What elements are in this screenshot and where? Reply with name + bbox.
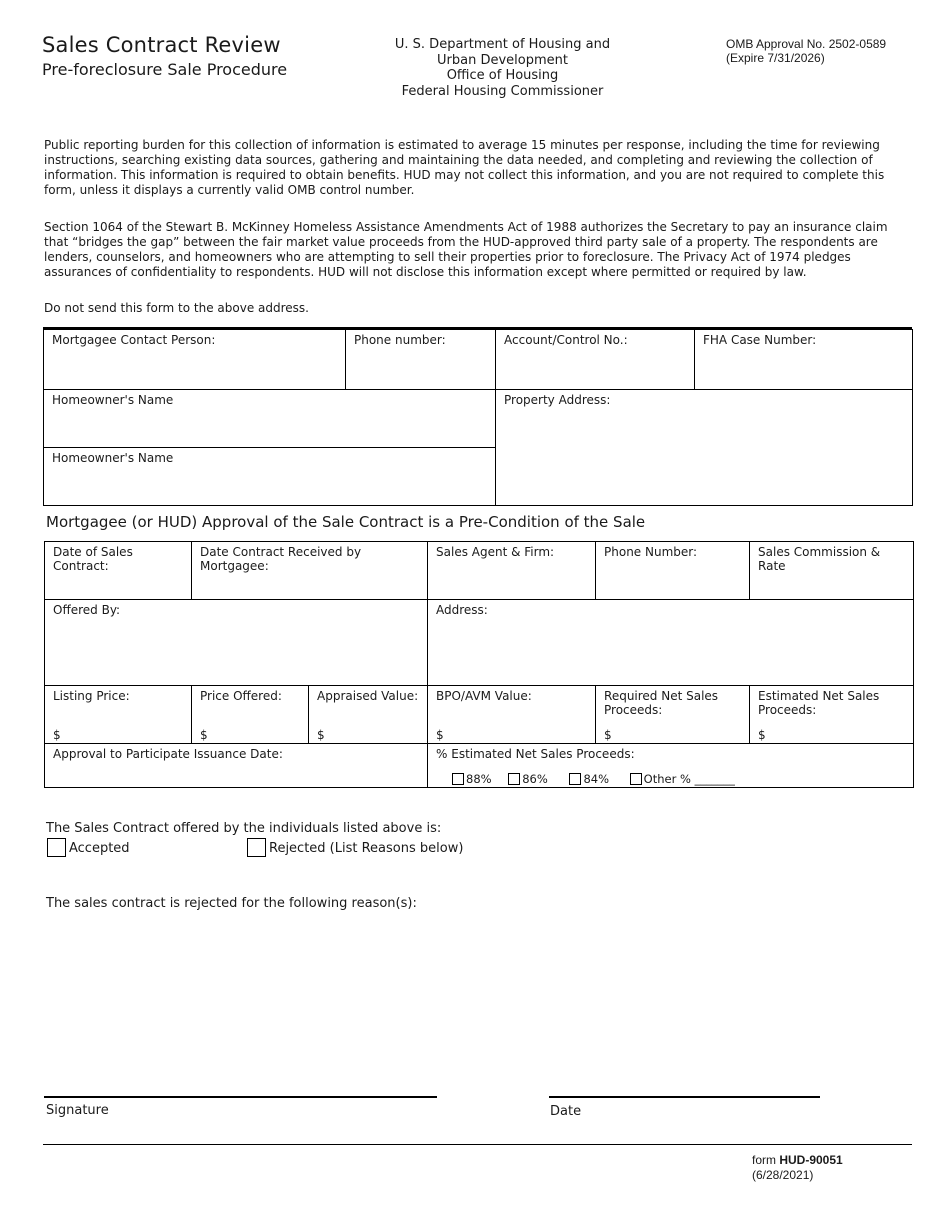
offered-by-label: Offered By: — [53, 603, 121, 617]
checkbox-84[interactable] — [569, 773, 581, 785]
homeowner-name-1-label: Homeowner's Name — [52, 393, 174, 407]
dollar-sign: $ — [436, 728, 444, 742]
date-line[interactable] — [549, 1096, 820, 1098]
account-control-label: Account/Control No.: — [504, 333, 628, 347]
bpo-avm-value-label: BPO/AVM Value: — [436, 689, 532, 703]
fha-case-label: FHA Case Number: — [703, 333, 817, 347]
property-address-field[interactable] — [496, 390, 913, 506]
date-received-label: Date Contract Received by Mortgagee: — [200, 545, 362, 573]
bpo-avm-value-field[interactable] — [428, 686, 596, 744]
option-86[interactable] — [508, 772, 548, 786]
fha-case-field[interactable] — [695, 330, 913, 390]
footer-rule — [43, 1144, 912, 1145]
accepted-label: Accepted — [69, 841, 130, 856]
burden-paragraph: Public reporting burden for this collection of information is estimated to average 15 minutes per response, including the time for reviewing instructions, searching existing data sources, gathering and maintaining the data needed, and completing and reviewing the collection of information. This information is required to obtain benefits. HUD may not collect this information, and you are not required to complete this form, unless it displays a currently valid OMB control number. — [44, 138, 885, 197]
mortgagee-contact-field[interactable] — [44, 330, 346, 390]
offered-by-field[interactable] — [45, 600, 428, 686]
signature-label: Signature — [46, 1103, 109, 1118]
section-1064-paragraph: Section 1064 of the Stewart B. McKinney Homeless Assistance Amendments Act of 1988 authorizes the Secretary to pay an insurance claim that “bridges the gap” between the fair market value proceeds from the HUD-approved third party sale of a property. The respondents are lenders, counselors, and homeowners who are attempting to sell their properties prior to foreclosure. The Privacy Act of 1974 pledges assurances of confidentiality to respondents. HUD will not disclose this information except where permitted or required by law. — [44, 220, 888, 279]
option-other-label: Other % _______ — [643, 772, 735, 786]
appraised-value-label: Appraised Value: — [317, 689, 419, 703]
contact-table — [43, 329, 913, 506]
offered-by-address-field[interactable] — [428, 600, 914, 686]
approval-issuance-date-field[interactable] — [45, 744, 428, 788]
form-footer — [752, 1153, 843, 1183]
phone-number-label: Phone number: — [354, 333, 446, 347]
required-net-proceeds-label: Required Net Sales Proceeds: — [604, 689, 719, 717]
signature-line[interactable] — [44, 1096, 437, 1098]
date-of-sales-contract-label: Date of Sales Contract: — [53, 545, 133, 573]
agency-block — [385, 37, 620, 99]
option-88-label: 88% — [466, 772, 492, 786]
property-address-label: Property Address: — [504, 393, 611, 407]
form-prefix: form — [752, 1153, 776, 1167]
form-title: Sales Contract Review — [42, 33, 281, 57]
price-offered-label: Price Offered: — [200, 689, 282, 703]
approval-issuance-date-label: Approval to Participate Issuance Date: — [53, 747, 283, 761]
estimated-net-proceeds-label: Estimated Net Sales Proceeds: — [758, 689, 880, 717]
do-not-send-note: Do not send this form to the above address. — [44, 301, 309, 315]
dollar-sign: $ — [200, 728, 208, 742]
pct-options — [452, 772, 735, 786]
date-label: Date — [550, 1104, 582, 1119]
accepted-checkbox[interactable] — [47, 838, 66, 857]
rejection-reasons-label: The sales contract is rejected for the following reason(s): — [46, 896, 417, 911]
estimated-net-proceeds-field[interactable] — [750, 686, 914, 744]
rejected-label: Rejected (List Reasons below) — [269, 841, 464, 856]
rejected-option[interactable] — [247, 838, 463, 857]
approval-section-heading: Mortgagee (or HUD) Approval of the Sale Contract is a Pre-Condition of the Sale — [46, 513, 646, 531]
pct-estimated-net-label: % Estimated Net Sales Proceeds: — [436, 747, 635, 761]
sales-agent-label: Sales Agent & Firm: — [436, 545, 555, 559]
agency-line-3: Office of Housing — [446, 68, 559, 83]
pct-estimated-net-field — [428, 744, 914, 788]
checkbox-other[interactable] — [630, 773, 642, 785]
mortgagee-contact-label: Mortgagee Contact Person: — [52, 333, 216, 347]
price-offered-field[interactable] — [192, 686, 309, 744]
phone-number-field[interactable] — [346, 330, 496, 390]
dollar-sign: $ — [53, 728, 61, 742]
date-of-sales-contract-field[interactable] — [45, 542, 192, 600]
agency-line-2: Urban Development — [437, 52, 568, 68]
sales-agent-field[interactable] — [428, 542, 596, 600]
omb-expire: (Expire 7/31/2026) — [726, 51, 825, 65]
agency-line-1: U. S. Department of Housing and — [394, 37, 611, 52]
form-subtitle: Pre-foreclosure Sale Procedure — [42, 60, 288, 79]
omb-block — [726, 37, 886, 65]
form-number-line — [752, 1153, 843, 1168]
required-net-proceeds-field[interactable] — [596, 686, 750, 744]
listing-price-field[interactable] — [45, 686, 192, 744]
dollar-sign: $ — [758, 728, 766, 742]
form-number: HUD-90051 — [779, 1153, 843, 1167]
decision-statement: The Sales Contract offered by the individuals listed above is: — [46, 821, 442, 836]
homeowner-name-2-label: Homeowner's Name — [52, 451, 174, 465]
dollar-sign: $ — [604, 728, 612, 742]
checkbox-86[interactable] — [508, 773, 520, 785]
option-86-label: 86% — [522, 772, 548, 786]
rejected-checkbox[interactable] — [247, 838, 266, 857]
option-88[interactable] — [452, 772, 492, 786]
account-control-field[interactable] — [496, 330, 695, 390]
accepted-option[interactable] — [47, 838, 130, 857]
agent-phone-field[interactable] — [596, 542, 750, 600]
sale-table — [44, 541, 914, 788]
rejection-reasons-area[interactable] — [46, 920, 912, 1080]
sales-commission-label: Sales Commission & Rate — [758, 545, 881, 573]
form-date: (6/28/2021) — [752, 1168, 814, 1182]
omb-approval: OMB Approval No. 2502-0589 — [726, 37, 887, 51]
listing-price-label: Listing Price: — [53, 689, 130, 703]
sales-commission-field[interactable] — [750, 542, 914, 600]
appraised-value-field[interactable] — [309, 686, 428, 744]
checkbox-88[interactable] — [452, 773, 464, 785]
homeowner-name-2-field[interactable] — [44, 448, 496, 506]
option-84[interactable] — [569, 772, 609, 786]
agency-line-4: Federal Housing Commissioner — [401, 83, 604, 99]
option-84-label: 84% — [583, 772, 610, 786]
address-label: Address: — [436, 603, 488, 617]
date-received-field[interactable] — [192, 542, 428, 600]
dollar-sign: $ — [317, 728, 325, 742]
agent-phone-label: Phone Number: — [604, 545, 698, 559]
homeowner-name-1-field[interactable] — [44, 390, 496, 448]
option-other[interactable] — [630, 772, 735, 786]
